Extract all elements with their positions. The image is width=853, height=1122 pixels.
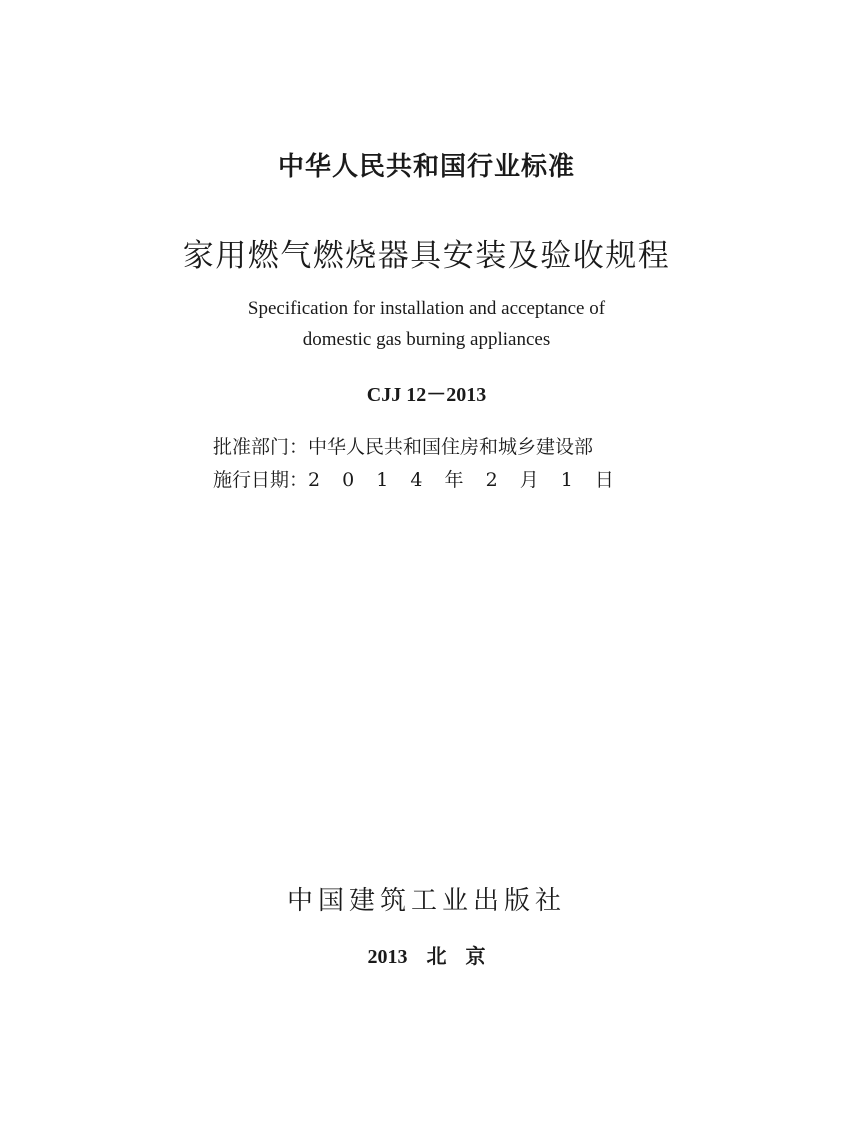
title-english-line-2: domestic gas burning appliances	[302, 329, 551, 350]
title-chinese: 家用燃气燃烧器具安装及验收规程	[182, 238, 671, 274]
effective-date-value: 2 0 1 4 年 2 月 1 日	[308, 469, 616, 491]
approval-label: 批准部门：	[213, 436, 309, 458]
effective-date-label: 施行日期：	[213, 469, 309, 491]
standard-number: CJJ 12－2013	[366, 384, 487, 406]
approval-value: 中华人民共和国住房和城乡建设部	[308, 436, 594, 458]
publication-year-city: 2013 北 京	[367, 946, 486, 968]
title-english-line-1: Specification for installation and acceptance of	[247, 298, 606, 319]
publisher-name: 中国建筑工业出版社	[286, 886, 566, 916]
approval-row	[213, 432, 593, 459]
effective-date-row	[213, 465, 616, 492]
standard-category: 中华人民共和国行业标准	[277, 152, 575, 182]
